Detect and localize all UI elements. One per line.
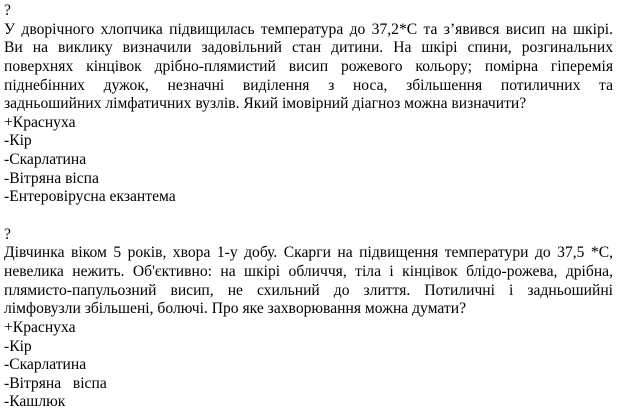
answer-option: -Скарлатина: [4, 356, 87, 374]
question-text-line: задньошийних лімфатичних вузлів. Який імовірний діагноз можна визначити?: [4, 95, 527, 113]
answer-option: -Вітряна віспа: [4, 374, 107, 392]
question-text-line: піднебінних дужок, незначні виділення з носа, збільшення потиличних та: [4, 76, 613, 94]
question-text-line: У дворічного хлопчика підвищилась температура до 37,2*С та з’явився висип на шкірі.: [4, 20, 613, 38]
question-text-line: плямисто-папульозний висип, не схильний до злиття. Потиличні і задньошийні: [4, 281, 613, 299]
question-marker: ?: [4, 225, 11, 243]
question-text-line: поверхнях кінцівок дрібно-плямистий висип рожевого кольору; помірна гіперемія: [4, 57, 613, 75]
answer-option: -Кір: [4, 337, 32, 355]
question-block-1: [4, 2, 613, 207]
answer-option-correct: +Краснуха: [4, 113, 76, 131]
blank-line: [4, 207, 613, 226]
question-block-2: [4, 226, 613, 412]
answer-option-correct: +Краснуха: [4, 318, 76, 336]
answer-option: -Ентеровірусна екзантема: [4, 188, 176, 206]
answer-option: -Скарлатина: [4, 151, 87, 169]
answer-option: -Кір: [4, 132, 32, 150]
question-text-line: невелика нежить. Об'єктивно: на шкірі обличчя, тіла і кінцівок блідо-рожева, дрібна,: [4, 262, 613, 280]
answer-option: -Вітряна віспа: [4, 169, 99, 187]
question-text-line: Дівчинка віком 5 років, хвора 1-у добу. Скарги на підвищення температури до 37,5 *С,: [4, 244, 613, 262]
question-text-line: лімфовузли збільшені, болючі. Про яке захворювання можна думати?: [4, 300, 467, 318]
question-marker: ?: [4, 2, 11, 19]
question-text-line: Ви на виклику визначили задовільний стан дитини. На шкірі спини, розгинальних: [4, 39, 613, 57]
answer-option: -Кашлюк: [4, 393, 66, 411]
